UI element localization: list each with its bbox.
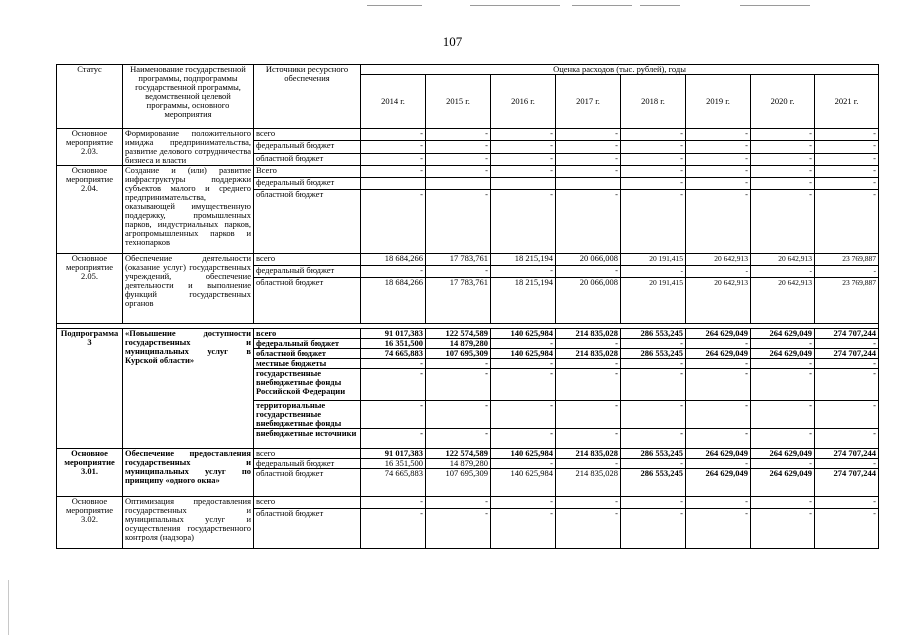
value-cell: 274 707,244	[815, 349, 879, 359]
value-cell: 18 684,266	[361, 254, 426, 266]
value-cell: -	[556, 401, 621, 429]
value-cell: -	[815, 339, 879, 349]
value-cell: -	[815, 459, 879, 469]
value-cell: -	[686, 178, 751, 190]
value-cell: -	[751, 369, 815, 401]
value-cell: -	[361, 166, 426, 178]
value-cell: -	[686, 266, 751, 278]
value-cell: -	[751, 153, 815, 165]
value-cell: -	[556, 509, 621, 549]
source-cell: областной бюджет	[254, 509, 361, 549]
value-cell: -	[426, 266, 491, 278]
value-cell: -	[491, 359, 556, 369]
value-cell: -	[491, 401, 556, 429]
value-cell: 140 625,984	[491, 449, 556, 459]
top-scan-line	[740, 5, 810, 6]
value-cell: -	[556, 166, 621, 178]
value-cell: 14 879,280	[426, 339, 491, 349]
value-cell: -	[751, 497, 815, 509]
value-cell: 18 215,194	[491, 254, 556, 266]
value-cell: 18 215,194	[491, 278, 556, 324]
value-cell: -	[426, 359, 491, 369]
value-cell: -	[751, 178, 815, 190]
value-cell: -	[426, 497, 491, 509]
status-cell: Основное мероприятие 2.05.	[57, 254, 123, 324]
value-cell: -	[361, 129, 426, 141]
value-cell: -	[751, 339, 815, 349]
value-cell: 264 629,049	[686, 329, 751, 339]
value-cell: 286 553,245	[621, 469, 686, 497]
value-cell: -	[815, 153, 879, 165]
value-cell: 20 642,913	[751, 254, 815, 266]
value-cell: -	[491, 153, 556, 165]
source-cell: всего	[254, 497, 361, 509]
value-cell: 264 629,049	[686, 469, 751, 497]
value-cell: -	[426, 141, 491, 153]
value-cell: -	[621, 153, 686, 165]
value-cell: -	[556, 190, 621, 254]
header-year: 2017 г.	[556, 75, 621, 129]
value-cell: -	[491, 141, 556, 153]
value-cell: -	[556, 497, 621, 509]
value-cell: 264 629,049	[751, 449, 815, 459]
source-cell: Всего	[254, 166, 361, 178]
top-scan-line	[572, 5, 632, 6]
source-cell: федеральный бюджет	[254, 266, 361, 278]
header-year: 2019 г.	[686, 75, 751, 129]
table-row	[57, 449, 879, 459]
table-row	[57, 254, 879, 266]
name-cell: Формирование положительного имиджа предпринимательства, развитие делового сотрудничества бизнеса и власти	[123, 129, 254, 166]
value-cell: -	[686, 129, 751, 141]
value-cell: 274 707,244	[815, 469, 879, 497]
header-year: 2014 г.	[361, 75, 426, 129]
value-cell: 286 553,245	[621, 449, 686, 459]
value-cell: 140 625,984	[491, 469, 556, 497]
value-cell: -	[621, 141, 686, 153]
value-cell: -	[751, 459, 815, 469]
value-cell: -	[815, 401, 879, 429]
status-cell: Основное мероприятие 3.01.	[57, 449, 123, 497]
value-cell: -	[621, 509, 686, 549]
value-cell: -	[621, 166, 686, 178]
value-cell: 91 017,383	[361, 329, 426, 339]
value-cell: -	[686, 166, 751, 178]
source-cell: областной бюджет	[254, 469, 361, 497]
value-cell: -	[491, 509, 556, 549]
value-cell: -	[491, 129, 556, 141]
status-cell: Подпрограмма 3	[57, 329, 123, 449]
value-cell: -	[491, 369, 556, 401]
value-cell: 274 707,244	[815, 329, 879, 339]
value-cell: -	[686, 153, 751, 165]
value-cell: -	[686, 339, 751, 349]
value-cell: -	[815, 178, 879, 190]
source-cell: всего	[254, 449, 361, 459]
value-cell: 140 625,984	[491, 329, 556, 339]
table-row	[57, 166, 879, 178]
value-cell: 74 665,883	[361, 469, 426, 497]
source-cell: федеральный бюджет	[254, 178, 361, 190]
source-cell: всего	[254, 329, 361, 339]
value-cell: 91 017,383	[361, 449, 426, 459]
value-cell: 23 769,887	[815, 254, 879, 266]
header-year: 2021 г.	[815, 75, 879, 129]
value-cell: -	[491, 166, 556, 178]
header-year: 2020 г.	[751, 75, 815, 129]
table-body	[57, 65, 879, 549]
value-cell: -	[361, 266, 426, 278]
status-cell: Основное мероприятие 3.02.	[57, 497, 123, 549]
value-cell: 264 629,049	[751, 349, 815, 359]
value-cell: 14 879,280	[426, 459, 491, 469]
value-cell: -	[751, 266, 815, 278]
source-cell: территориальные государственные внебюджетные фонды	[254, 401, 361, 429]
value-cell	[426, 178, 491, 190]
page-number: 107	[442, 34, 463, 49]
value-cell: -	[815, 190, 879, 254]
value-cell: 16 351,500	[361, 459, 426, 469]
value-cell: -	[491, 190, 556, 254]
value-cell: 214 835,028	[556, 329, 621, 339]
value-cell	[491, 178, 556, 190]
value-cell: -	[751, 509, 815, 549]
value-cell: 214 835,028	[556, 349, 621, 359]
top-scan-line	[640, 5, 680, 6]
value-cell: -	[361, 497, 426, 509]
value-cell: -	[426, 166, 491, 178]
value-cell: -	[556, 153, 621, 165]
value-cell: 264 629,049	[751, 329, 815, 339]
value-cell: 74 665,883	[361, 349, 426, 359]
value-cell: -	[686, 141, 751, 153]
value-cell: -	[426, 129, 491, 141]
value-cell: 20 066,008	[556, 254, 621, 266]
source-cell: областной бюджет	[254, 153, 361, 165]
value-cell: -	[751, 141, 815, 153]
value-cell: -	[686, 459, 751, 469]
value-cell: -	[361, 141, 426, 153]
value-cell: -	[751, 429, 815, 449]
value-cell: -	[491, 266, 556, 278]
value-cell: 17 783,761	[426, 278, 491, 324]
value-cell: 140 625,984	[491, 349, 556, 359]
header-year: 2015 г.	[426, 75, 491, 129]
value-cell: 122 574,589	[426, 329, 491, 339]
value-cell: -	[361, 190, 426, 254]
top-scan-line	[470, 5, 560, 6]
value-cell: -	[556, 339, 621, 349]
value-cell: 23 769,887	[815, 278, 879, 324]
value-cell: -	[815, 129, 879, 141]
value-cell: 264 629,049	[751, 469, 815, 497]
value-cell: -	[556, 459, 621, 469]
value-cell: 20 191,415	[621, 278, 686, 324]
status-cell: Основное мероприятие 2.04.	[57, 166, 123, 254]
value-cell: -	[815, 166, 879, 178]
value-cell: -	[686, 509, 751, 549]
value-cell: -	[751, 401, 815, 429]
value-cell: -	[491, 339, 556, 349]
value-cell: 20 642,913	[686, 254, 751, 266]
value-cell: -	[686, 190, 751, 254]
value-cell: 107 695,309	[426, 349, 491, 359]
value-cell: -	[361, 369, 426, 401]
value-cell: -	[556, 369, 621, 401]
value-cell: -	[361, 509, 426, 549]
budget-table	[56, 64, 879, 549]
header-sources: Источники ресурсного обеспечения	[254, 65, 361, 129]
table-row	[57, 329, 879, 339]
value-cell: -	[426, 153, 491, 165]
value-cell: -	[621, 429, 686, 449]
value-cell: -	[426, 190, 491, 254]
value-cell: -	[815, 497, 879, 509]
header-year: 2016 г.	[491, 75, 556, 129]
value-cell: 122 574,589	[426, 449, 491, 459]
value-cell: -	[361, 359, 426, 369]
value-cell: -	[621, 459, 686, 469]
header-row	[57, 65, 879, 75]
value-cell: -	[621, 497, 686, 509]
value-cell: -	[556, 429, 621, 449]
value-cell: 214 835,028	[556, 449, 621, 459]
source-cell: внебюджетные источники	[254, 429, 361, 449]
value-cell	[556, 178, 621, 190]
source-cell: областной бюджет	[254, 190, 361, 254]
value-cell: 107 695,309	[426, 469, 491, 497]
source-cell: федеральный бюджет	[254, 339, 361, 349]
value-cell: -	[686, 359, 751, 369]
value-cell: -	[686, 369, 751, 401]
value-cell: -	[621, 359, 686, 369]
source-cell: федеральный бюджет	[254, 141, 361, 153]
value-cell: -	[815, 429, 879, 449]
value-cell: -	[491, 429, 556, 449]
source-cell: областной бюджет	[254, 349, 361, 359]
source-cell: всего	[254, 129, 361, 141]
value-cell: -	[815, 266, 879, 278]
value-cell: 286 553,245	[621, 349, 686, 359]
value-cell: 264 629,049	[686, 349, 751, 359]
header-status: Статус	[57, 65, 123, 129]
value-cell: -	[815, 369, 879, 401]
value-cell: -	[491, 459, 556, 469]
top-scan-line	[367, 5, 422, 6]
status-cell: Основное мероприятие 2.03.	[57, 129, 123, 166]
source-cell: федеральный бюджет	[254, 459, 361, 469]
value-cell: -	[621, 178, 686, 190]
source-cell: всего	[254, 254, 361, 266]
value-cell: -	[556, 141, 621, 153]
table-row	[57, 129, 879, 141]
value-cell: 20 642,913	[686, 278, 751, 324]
source-cell: областной бюджет	[254, 278, 361, 324]
value-cell: -	[426, 401, 491, 429]
value-cell: -	[621, 369, 686, 401]
name-cell: «Повышение доступности государственных и муниципальных услуг в Курской области»	[123, 329, 254, 449]
scan-edge	[8, 580, 9, 635]
value-cell: -	[621, 266, 686, 278]
value-cell: 286 553,245	[621, 329, 686, 339]
value-cell: 17 783,761	[426, 254, 491, 266]
value-cell: -	[621, 339, 686, 349]
value-cell	[361, 178, 426, 190]
value-cell: -	[556, 129, 621, 141]
value-cell: -	[621, 129, 686, 141]
value-cell: -	[751, 166, 815, 178]
value-cell: 20 642,913	[751, 278, 815, 324]
value-cell: 214 835,028	[556, 469, 621, 497]
name-cell: Создание и (или) развитие инфраструктуры поддержки субъектов малого и среднего предпринимательства, оказывающей имущественную поддержку, промышленных парков, индустриальных парков, агропромышленных парков и технопарков	[123, 166, 254, 254]
header-year: 2018 г.	[621, 75, 686, 129]
value-cell: -	[686, 401, 751, 429]
value-cell: -	[751, 190, 815, 254]
value-cell: 20 191,415	[621, 254, 686, 266]
value-cell: -	[361, 401, 426, 429]
value-cell: -	[556, 266, 621, 278]
value-cell: -	[686, 497, 751, 509]
value-cell: -	[621, 401, 686, 429]
value-cell: -	[426, 429, 491, 449]
value-cell: -	[815, 141, 879, 153]
source-cell: местные бюджеты	[254, 359, 361, 369]
value-cell: -	[491, 497, 556, 509]
value-cell: 16 351,500	[361, 339, 426, 349]
value-cell: -	[686, 429, 751, 449]
value-cell: -	[815, 359, 879, 369]
value-cell: -	[426, 509, 491, 549]
header-estimate: Оценка расходов (тыс. рублей), годы	[361, 65, 879, 75]
value-cell: 18 684,266	[361, 278, 426, 324]
value-cell: 274 707,244	[815, 449, 879, 459]
value-cell: -	[426, 369, 491, 401]
value-cell: -	[361, 153, 426, 165]
value-cell: -	[751, 359, 815, 369]
table-row	[57, 497, 879, 509]
name-cell: Обеспечение предоставления государственных и муниципальных услуг по принципу «одного окна»	[123, 449, 254, 497]
value-cell: -	[815, 509, 879, 549]
name-cell: Оптимизация предоставления государственных и муниципальных услуг и осуществления государственного контроля (надзора)	[123, 497, 254, 549]
name-cell: Обеспечение деятельности (оказание услуг) государственных учреждений, обеспечение деятельности и выполнение функций государственных органов	[123, 254, 254, 324]
value-cell: -	[621, 190, 686, 254]
value-cell: 264 629,049	[686, 449, 751, 459]
header-name: Наименование государственной программы, подпрограммы государственной программы, ведомственной целевой программы, основного мероприятия	[123, 65, 254, 129]
value-cell: -	[751, 129, 815, 141]
value-cell: 20 066,008	[556, 278, 621, 324]
value-cell: -	[361, 429, 426, 449]
value-cell: -	[556, 359, 621, 369]
source-cell: государственные внебюджетные фонды Российской Федерации	[254, 369, 361, 401]
